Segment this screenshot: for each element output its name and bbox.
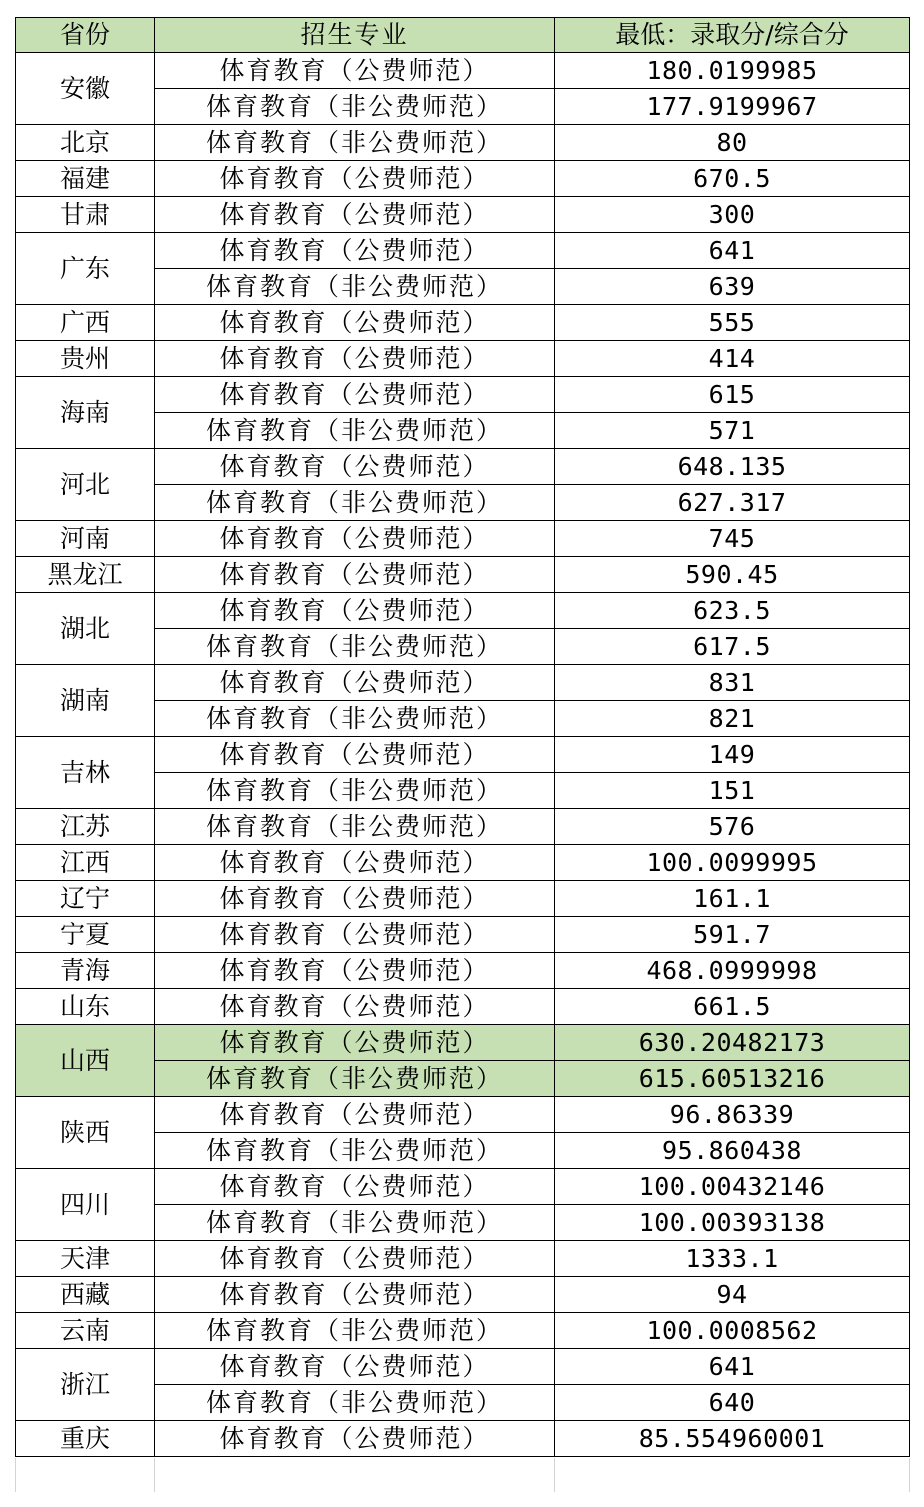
major-cell[interactable]: 体育教育（公费师范） — [155, 233, 555, 269]
score-cell[interactable]: 149 — [555, 737, 910, 773]
major-cell[interactable]: 体育教育（非公费师范） — [155, 629, 555, 665]
province-cell[interactable]: 西藏 — [16, 1277, 155, 1313]
major-cell[interactable]: 体育教育（公费师范） — [155, 845, 555, 881]
major-cell[interactable]: 体育教育（公费师范） — [155, 1421, 555, 1457]
score-cell[interactable]: 590.45 — [555, 557, 910, 593]
table-row — [16, 1241, 910, 1277]
score-cell[interactable]: 821 — [555, 701, 910, 737]
grid-line — [554, 1458, 555, 1492]
header-row — [16, 18, 910, 53]
grid-line — [154, 1458, 155, 1492]
province-cell[interactable]: 北京 — [16, 125, 155, 161]
province-cell[interactable]: 安徽 — [16, 53, 155, 125]
major-cell[interactable]: 体育教育（公费师范） — [155, 197, 555, 233]
table-row — [16, 917, 910, 953]
major-cell[interactable]: 体育教育（公费师范） — [155, 449, 555, 485]
province-cell[interactable]: 湖南 — [16, 665, 155, 737]
score-cell[interactable]: 623.5 — [555, 593, 910, 629]
province-cell[interactable]: 广西 — [16, 305, 155, 341]
score-cell[interactable]: 100.0099995 — [555, 845, 910, 881]
score-cell[interactable]: 615.60513216 — [555, 1061, 910, 1097]
major-cell[interactable]: 体育教育（公费师范） — [155, 557, 555, 593]
score-cell[interactable]: 591.7 — [555, 917, 910, 953]
table-row — [16, 125, 910, 161]
score-cell[interactable]: 1333.1 — [555, 1241, 910, 1277]
province-cell[interactable]: 福建 — [16, 161, 155, 197]
major-cell[interactable]: 体育教育（公费师范） — [155, 53, 555, 89]
major-cell[interactable]: 体育教育（公费师范） — [155, 665, 555, 701]
province-cell[interactable]: 天津 — [16, 1241, 155, 1277]
score-cell[interactable]: 96.86339 — [555, 1097, 910, 1133]
major-cell[interactable]: 体育教育（非公费师范） — [155, 809, 555, 845]
major-cell[interactable]: 体育教育（非公费师范） — [155, 1313, 555, 1349]
table-row — [16, 1169, 910, 1205]
table-row — [16, 557, 910, 593]
province-cell[interactable]: 山东 — [16, 989, 155, 1025]
score-cell[interactable]: 94 — [555, 1277, 910, 1313]
score-cell[interactable]: 85.554960001 — [555, 1421, 910, 1457]
major-cell[interactable]: 体育教育（公费师范） — [155, 1241, 555, 1277]
score-cell[interactable]: 100.00432146 — [555, 1169, 910, 1205]
score-cell[interactable]: 576 — [555, 809, 910, 845]
major-cell[interactable]: 体育教育（非公费师范） — [155, 1205, 555, 1241]
table-row — [16, 341, 910, 377]
score-cell[interactable]: 468.0999998 — [555, 953, 910, 989]
header-province[interactable]: 省份 — [16, 18, 155, 53]
score-cell[interactable]: 617.5 — [555, 629, 910, 665]
province-cell[interactable]: 贵州 — [16, 341, 155, 377]
score-cell[interactable]: 641 — [555, 1349, 910, 1385]
score-cell[interactable]: 571 — [555, 413, 910, 449]
score-cell[interactable]: 100.0008562 — [555, 1313, 910, 1349]
score-cell[interactable]: 151 — [555, 773, 910, 809]
major-cell[interactable]: 体育教育（公费师范） — [155, 377, 555, 413]
province-cell[interactable]: 甘肃 — [16, 197, 155, 233]
province-cell[interactable]: 陕西 — [16, 1097, 155, 1169]
major-cell[interactable]: 体育教育（非公费师范） — [155, 1133, 555, 1169]
table-row — [16, 989, 910, 1025]
table-row — [16, 377, 910, 413]
table-row — [16, 233, 910, 269]
table-row — [16, 881, 910, 917]
major-cell[interactable]: 体育教育（公费师范） — [155, 737, 555, 773]
province-cell[interactable]: 云南 — [16, 1313, 155, 1349]
table-row — [16, 1025, 910, 1061]
major-cell[interactable]: 体育教育（公费师范） — [155, 989, 555, 1025]
province-cell[interactable]: 宁夏 — [16, 917, 155, 953]
score-cell[interactable]: 831 — [555, 665, 910, 701]
major-cell[interactable]: 体育教育（公费师范） — [155, 1097, 555, 1133]
table-row — [16, 593, 910, 629]
province-cell[interactable]: 重庆 — [16, 1421, 155, 1457]
table-row — [16, 521, 910, 557]
score-cell[interactable]: 180.0199985 — [555, 53, 910, 89]
score-cell[interactable]: 641 — [555, 233, 910, 269]
table-row — [16, 1421, 910, 1457]
header-score[interactable]: 最低：录取分/综合分 — [555, 18, 910, 53]
score-cell[interactable]: 630.20482173 — [555, 1025, 910, 1061]
table-row — [16, 53, 910, 89]
score-cell[interactable]: 745 — [555, 521, 910, 557]
major-cell[interactable]: 体育教育（公费师范） — [155, 1277, 555, 1313]
score-cell[interactable]: 414 — [555, 341, 910, 377]
table-row — [16, 1277, 910, 1313]
major-cell[interactable]: 体育教育（公费师范） — [155, 341, 555, 377]
province-cell[interactable]: 黑龙江 — [16, 557, 155, 593]
table-body — [16, 18, 910, 1457]
score-cell[interactable]: 100.00393138 — [555, 1205, 910, 1241]
major-cell[interactable]: 体育教育（公费师范） — [155, 1349, 555, 1385]
major-cell[interactable]: 体育教育（非公费师范） — [155, 701, 555, 737]
major-cell[interactable]: 体育教育（非公费师范） — [155, 1385, 555, 1421]
table-row — [16, 1313, 910, 1349]
province-cell[interactable]: 青海 — [16, 953, 155, 989]
table-row — [16, 665, 910, 701]
province-cell[interactable]: 吉林 — [16, 737, 155, 809]
header-major[interactable]: 招生专业 — [155, 18, 555, 53]
score-cell[interactable]: 670.5 — [555, 161, 910, 197]
table-row — [16, 305, 910, 341]
empty-grid-row — [15, 1458, 910, 1492]
major-cell[interactable]: 体育教育（非公费师范） — [155, 413, 555, 449]
major-cell[interactable]: 体育教育（公费师范） — [155, 881, 555, 917]
major-cell[interactable]: 体育教育（公费师范） — [155, 161, 555, 197]
major-cell[interactable]: 体育教育（非公费师范） — [155, 1061, 555, 1097]
table-row — [16, 953, 910, 989]
major-cell[interactable]: 体育教育（非公费师范） — [155, 773, 555, 809]
major-cell[interactable]: 体育教育（非公费师范） — [155, 125, 555, 161]
score-cell[interactable]: 615 — [555, 377, 910, 413]
table-row — [16, 1349, 910, 1385]
table-row — [16, 1097, 910, 1133]
province-cell[interactable]: 山西 — [16, 1025, 155, 1097]
score-cell[interactable]: 177.9199967 — [555, 89, 910, 125]
table-row — [16, 449, 910, 485]
major-cell[interactable]: 体育教育（公费师范） — [155, 1025, 555, 1061]
score-cell[interactable]: 555 — [555, 305, 910, 341]
province-cell[interactable]: 辽宁 — [16, 881, 155, 917]
major-cell[interactable]: 体育教育（公费师范） — [155, 521, 555, 557]
province-cell[interactable]: 河南 — [16, 521, 155, 557]
province-cell[interactable]: 江西 — [16, 845, 155, 881]
score-cell[interactable]: 661.5 — [555, 989, 910, 1025]
major-cell[interactable]: 体育教育（非公费师范） — [155, 485, 555, 521]
province-cell[interactable]: 江苏 — [16, 809, 155, 845]
score-cell[interactable]: 639 — [555, 269, 910, 305]
table-row — [16, 845, 910, 881]
major-cell[interactable]: 体育教育（非公费师范） — [155, 89, 555, 125]
major-cell[interactable]: 体育教育（非公费师范） — [155, 269, 555, 305]
major-cell[interactable]: 体育教育（公费师范） — [155, 917, 555, 953]
table-row — [16, 737, 910, 773]
score-cell[interactable]: 95.860438 — [555, 1133, 910, 1169]
province-cell[interactable]: 广东 — [16, 233, 155, 305]
table-row — [16, 809, 910, 845]
admission-score-table — [15, 17, 910, 1457]
province-cell[interactable]: 浙江 — [16, 1349, 155, 1421]
major-cell[interactable]: 体育教育（公费师范） — [155, 305, 555, 341]
score-cell[interactable]: 648.135 — [555, 449, 910, 485]
province-cell[interactable]: 河北 — [16, 449, 155, 521]
table-row — [16, 197, 910, 233]
major-cell[interactable]: 体育教育（公费师范） — [155, 953, 555, 989]
table-row — [16, 161, 910, 197]
province-cell[interactable]: 四川 — [16, 1169, 155, 1241]
province-cell[interactable]: 海南 — [16, 377, 155, 449]
score-cell[interactable]: 627.317 — [555, 485, 910, 521]
score-cell[interactable]: 300 — [555, 197, 910, 233]
major-cell[interactable]: 体育教育（公费师范） — [155, 1169, 555, 1205]
province-cell[interactable]: 湖北 — [16, 593, 155, 665]
score-cell[interactable]: 161.1 — [555, 881, 910, 917]
score-cell[interactable]: 640 — [555, 1385, 910, 1421]
score-cell[interactable]: 80 — [555, 125, 910, 161]
major-cell[interactable]: 体育教育（公费师范） — [155, 593, 555, 629]
